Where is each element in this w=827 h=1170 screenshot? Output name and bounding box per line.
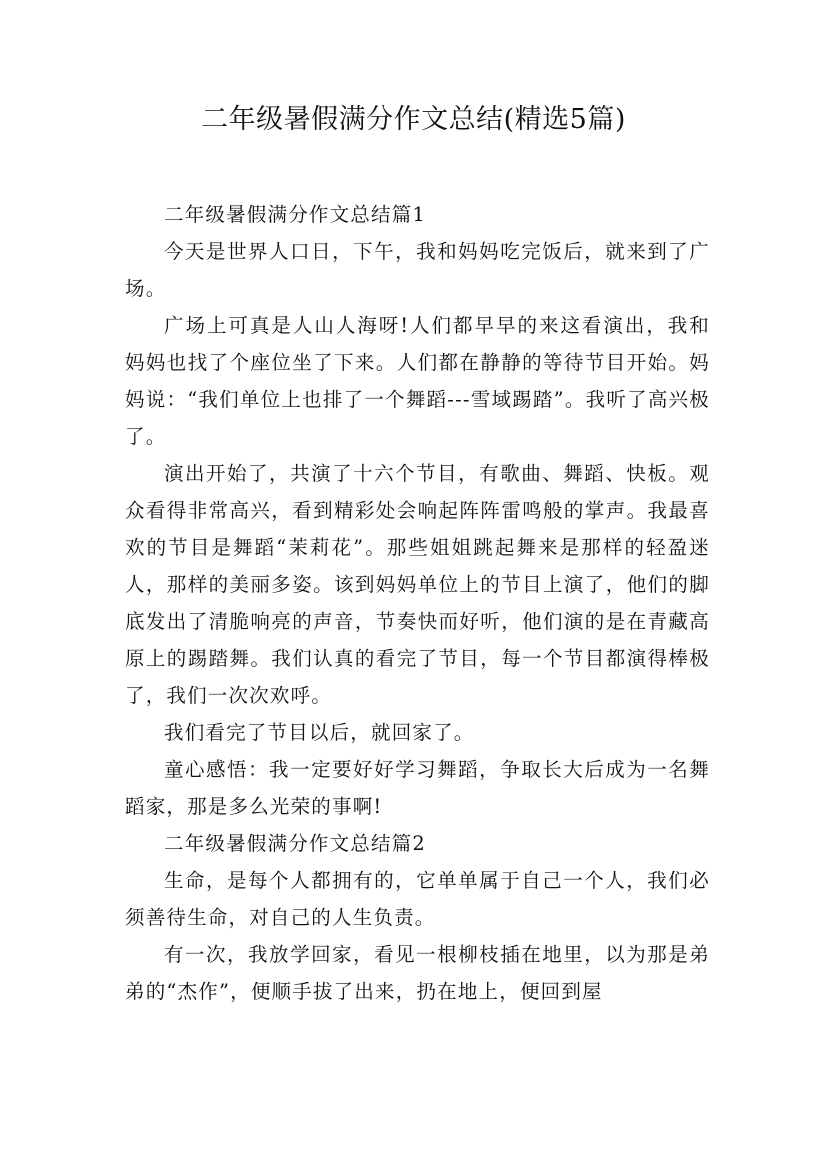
document-title: 二年级暑假满分作文总结(精选5篇) [201,104,626,135]
paragraph: 童心感悟：我一定要好好学习舞蹈，争取长大后成为一名舞蹈家，那是多么光荣的事啊! [125,758,710,818]
paragraph: 我们看完了节目以后，就回家了。 [164,721,475,744]
paragraph: 生命，是每个人都拥有的，它单单属于自己一个人，我们必须善待生命，对自己的人生负责。 [125,869,710,929]
document-body [125,196,710,1010]
paragraph: 有一次，我放学回家，看见一根柳枝插在地里，以为那是弟弟的“杰作”，便顺手拔了出来，扔在地上，便回到屋 [125,943,710,1003]
section-1 [125,196,710,825]
paragraph: 广场上可真是人山人海呀!人们都早早的来这看演出，我和妈妈也找了个座位坐了下来。人们都在静静的等待节目开始。妈妈说：“我们单位上也排了一个舞蹈---雪域踢踏”。我听了高兴极了。 [125,314,710,448]
section-heading: 二年级暑假满分作文总结篇1 [164,203,427,226]
section-2 [125,825,710,1010]
paragraph: 演出开始了，共演了十六个节目，有歌曲、舞蹈、快板。观众看得非常高兴，看到精彩处会响起阵阵雷鸣般的掌声。我最喜欢的节目是舞蹈“茉莉花”。那些姐姐跳起舞来是那样的轻盈迷人，那样的美丽多姿。该到妈妈单位上的节目上演了，他们的脚底发出了清脆响亮的声音，节奏快而好听，他们演的是在青藏高原上的踢踏舞。我们认真的看完了节目，每一个节目都演得棒极了，我们一次次欢呼。 [125,462,710,707]
section-heading: 二年级暑假满分作文总结篇2 [164,832,427,855]
paragraph: 今天是世界人口日，下午，我和妈妈吃完饭后，就来到了广场。 [125,240,710,300]
